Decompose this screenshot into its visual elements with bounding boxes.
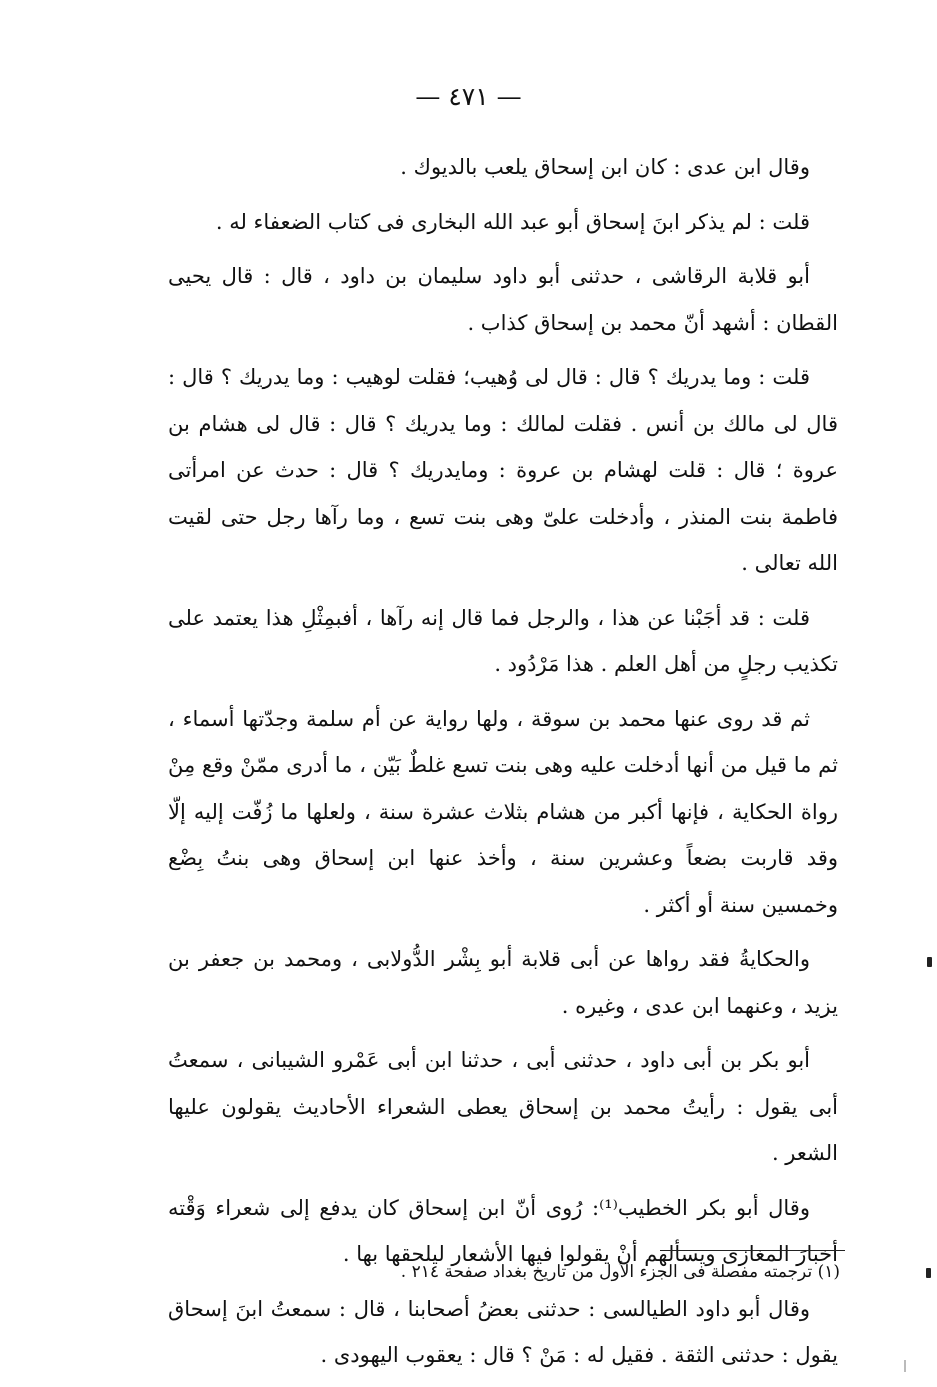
footnote-divider xyxy=(660,1250,845,1251)
margin-mark xyxy=(927,957,932,967)
paragraph-rebuttal: قلت : قد أجَبْنا عن هذا ، والرجل فما قال إنه رآها ، أفبمِثْلِ هذا يعتمد على تكذيب رجلٍ من أهل العلم . هذا مَرْدُود . xyxy=(168,605,838,676)
paragraph-abu-bakr-ibn-abi-dawud: أبو بكر بن أبى داود ، حدثنى أبى ، حدثنا ابن أبى عَمْرو الشيبانى ، سمعتُ أبى يقول : رأيتُ محمد بن إسحاق يعطى الشعراء الأحاديث يقولون عليها الشعر . xyxy=(168,1048,838,1165)
paragraph-bukhari-note: قلت : لم يذكر ابنَ إسحاق أبو عبد الله البخارى فى كتاب الضعفاء له . xyxy=(215,209,810,234)
paragraph-al-khatib: وقال أبو بكر الخطيب⁽¹⁾: رُوى أنّ ابن إسحاق كان يدفع إلى شعراء وَقْته أخبارَ المغازى ويسألهم أنْ يقولوا فيها الأشعار ليلحقها بها . xyxy=(168,1195,838,1266)
paragraph-ibn-adi: وقال ابن عدى : كان ابن إسحاق يلعب بالديوك . xyxy=(400,155,810,179)
margin-mark xyxy=(926,1268,931,1278)
footnote: (١) ترجمته مفصلة فى الجزء الأول من تاريخ بغداد صفحة ٢١٤ . xyxy=(400,1262,840,1282)
paragraph-al-tayalisi: وقال أبو داود الطيالسى : حدثنى بعضُ أصحابنا ، قال : سمعتُ ابنَ إسحاق يقول : حدثنى الثقة . فقيل له : مَنْ ؟ قال : يعقوب اليهودى . xyxy=(168,1296,838,1367)
paragraph-abu-qilaba: أبو قلابة الرقاشى ، حدثنى أبو داود سليمان بن داود ، قال : قال يحيى القطان : أشهد أنّ محمد بن إسحاق كذاب . xyxy=(168,264,838,335)
main-text xyxy=(168,144,838,1387)
paragraph-chain-narration: قلت : وما يدريك ؟ قال : قال لى وُهيب؛ فقلت لوهيب : وما يدريك ؟ قال : قال لى مالك بن أنس . فقلت لمالك : وما يدريك ؟ قال : قال لى هشام بن عروة ؛ قال : قلت لهشام بن عروة : ومايدريك ؟ قال : حدث عن امرأتى فاطمة بنت المنذر ، وأدخلت علىّ وهى بنت تسع ، وما رآها رجل حتى لقيت الله تعالى . xyxy=(168,365,838,575)
paragraph-fatima-bint-mundhir: ثم قد روى عنها محمد بن سوقة ، ولها رواية عن أم سلمة وجدّتها أسماء ، ثم ما قيل من أنها أدخلت عليه وهى بنت تسع غلطٌ بَيّن ، ما أدرى ممّنْ وقع مِنْ رواة الحكاية ، فإنها أكبر من هشام بثلاث عشرة سنة ، ولعلها ما زُفّت إليه إلّا وقد قاربت بضعاً وعشرين سنة ، وأخذ عنها ابن إسحاق وهى بنتُ بِضْع وخمسين سنة أو أكثر . xyxy=(168,706,838,917)
paragraph-hikaya-narrators: والحكايةُ فقد رواها عن أبى قلابة أبو بِشْر الدُّولابى ، ومحمد بن جعفر بن يزيد ، وعنهما ابن عدى ، وغيره . xyxy=(168,947,838,1018)
page-number: — ٤٧١ — xyxy=(415,82,522,111)
scan-speck xyxy=(904,1360,906,1372)
